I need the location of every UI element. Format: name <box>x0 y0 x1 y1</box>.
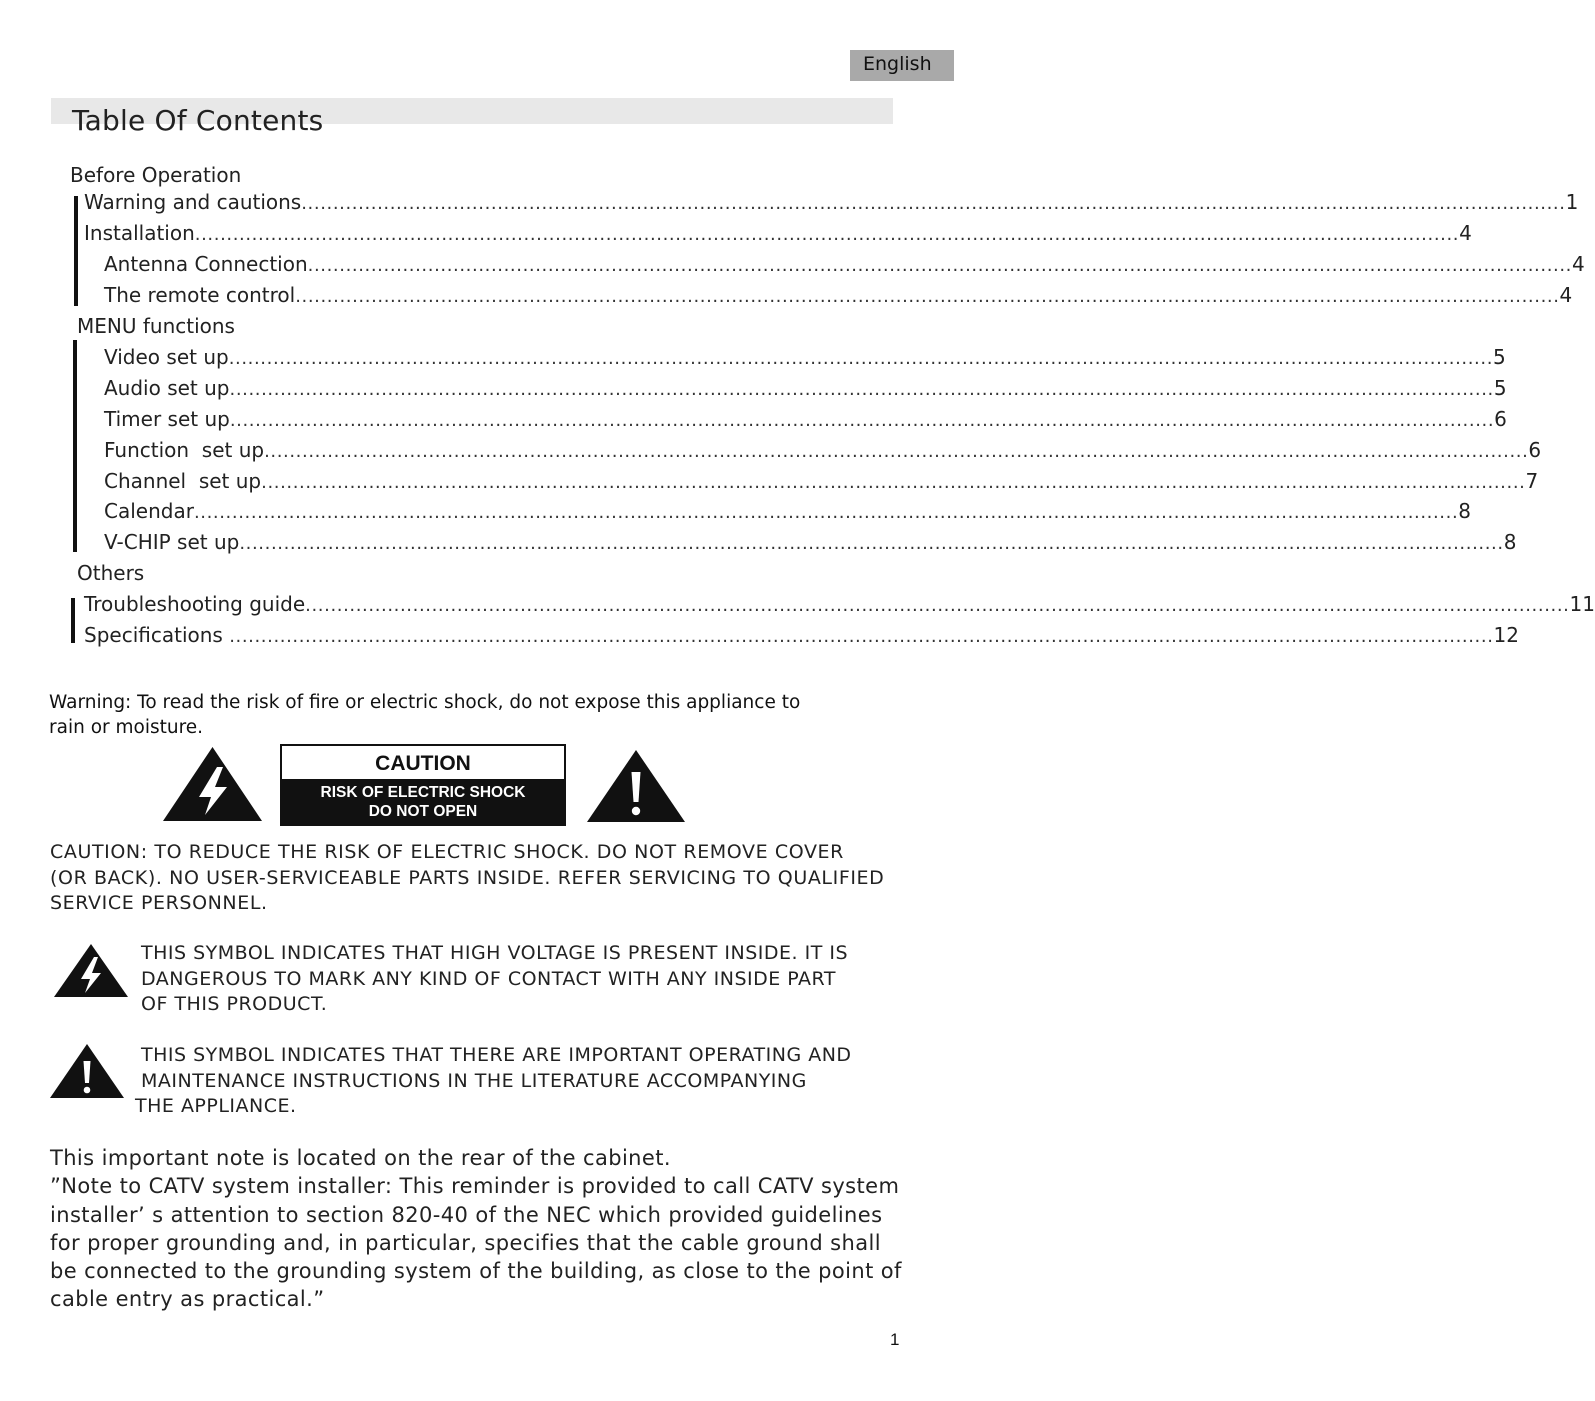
toc-leader-dots: ........................................................................................................................................................................................................ <box>193 502 1459 523</box>
toc-entry-label: Calendar <box>104 499 194 523</box>
toc-leader-dots: ........................................................................................................................................................................................................ <box>264 441 1529 462</box>
toc-entry-label: Timer set up <box>104 407 230 431</box>
toc-leader-dots: ........................................................................................................................................................................................................ <box>229 379 1494 400</box>
caution-label-line: RISK OF ELECTRIC SHOCK <box>320 784 526 801</box>
catv-note-line: installer’ s attention to section 820-40 of the NEC which provided guidelines <box>50 1202 883 1227</box>
toc-entry <box>84 190 1579 214</box>
toc-title: Table Of Contents <box>72 104 324 137</box>
toc-entry-label: Installation <box>84 221 195 245</box>
toc-entry-label: Function set up <box>104 438 265 462</box>
voltage-symbol-line: OF THIS PRODUCT. <box>141 993 328 1015</box>
exclamation-warning-icon <box>585 748 687 824</box>
toc-entry-page: 7 <box>1525 469 1539 493</box>
toc-entry <box>104 469 1539 493</box>
caution-paragraph <box>50 840 900 917</box>
toc-leader-dots: ........................................................................................................................................................................................................ <box>239 533 1504 554</box>
language-tab-label: English <box>863 53 932 75</box>
caution-label-body <box>282 779 564 824</box>
voltage-symbol-line: THIS SYMBOL INDICATES THAT HIGH VOLTAGE IS PRESENT INSIDE. IT IS <box>141 942 849 964</box>
voltage-symbol-line: DANGEROUS TO MARK ANY KIND OF CONTACT WITH ANY INSIDE PART <box>141 967 836 990</box>
toc-section-heading: MENU functions <box>77 314 235 338</box>
toc-entry-page: 1 <box>1565 190 1579 214</box>
toc-entry-page: 5 <box>1493 345 1506 369</box>
toc-entry <box>104 283 1573 307</box>
lightning-symbol-icon <box>53 943 129 998</box>
toc-section-heading: Others <box>77 561 145 585</box>
instructions-symbol-line: THIS SYMBOL INDICATES THAT THERE ARE IMPORTANT OPERATING AND <box>141 1044 852 1066</box>
toc-entry <box>104 530 1517 554</box>
toc-entry <box>104 499 1472 523</box>
toc-entry-page: 6 <box>1528 438 1542 462</box>
toc-entry-label: The remote control <box>104 283 296 307</box>
exclamation-symbol-icon <box>49 1043 125 1099</box>
toc-entry-page: 11 <box>1569 592 1595 616</box>
toc-entry-label: Channel set up <box>104 469 262 493</box>
toc-leader-dots: ........................................................................................................................................................................................................ <box>229 410 1495 431</box>
warning-line: rain or moisture. <box>49 717 204 738</box>
instructions-symbol-line: THE APPLIANCE. <box>135 1095 297 1117</box>
instructions-symbol-line: MAINTENANCE INSTRUCTIONS IN THE LITERATURE ACCOMPANYING <box>141 1069 807 1092</box>
toc-entry-label: V-CHIP set up <box>104 530 240 554</box>
page-number: 1 <box>890 1330 900 1349</box>
toc-entry-label: Troubleshooting guide <box>84 592 306 616</box>
toc-entry <box>84 623 1519 647</box>
catv-note-line: ”Note to CATV system installer: This reminder is provided to call CATV system <box>50 1174 900 1199</box>
toc-entry <box>104 376 1507 400</box>
toc-entry <box>104 345 1506 369</box>
toc-leader-dots: ........................................................................................................................................................................................................ <box>261 472 1526 493</box>
caution-label <box>280 744 566 826</box>
instructions-symbol-text <box>135 1043 905 1120</box>
toc-entry-page: 5 <box>1493 376 1507 400</box>
caution-paragraph-line: CAUTION: TO REDUCE THE RISK OF ELECTRIC SHOCK. DO NOT REMOVE COVER <box>50 841 844 863</box>
toc-entry-page: 4 <box>1559 283 1573 307</box>
toc-section-bar <box>74 196 78 306</box>
caution-label-line: DO NOT OPEN <box>368 803 478 820</box>
toc-entry-label: Warning and cautions <box>84 190 302 214</box>
toc-entry <box>84 592 1595 616</box>
toc-entry-label: Antenna Connection <box>104 252 308 276</box>
caution-paragraph-line: SERVICE PERSONNEL. <box>50 892 268 914</box>
warning-text <box>49 690 849 740</box>
toc-entry <box>104 407 1507 431</box>
toc-leader-dots: ........................................................................................................................................................................................................ <box>229 626 1494 647</box>
catv-note-line: cable entry as practical.” <box>50 1287 325 1312</box>
toc-leader-dots: ........................................................................................................................................................................................................ <box>228 348 1494 369</box>
caution-label-title: CAUTION <box>375 752 471 775</box>
catv-note-line: This important note is located on the rear of the cabinet. <box>50 1146 671 1170</box>
toc-leader-dots: ........................................................................................................................................................................................................ <box>295 286 1560 307</box>
toc-entry-page: 6 <box>1494 407 1507 431</box>
catv-note-line: be connected to the grounding system of the building, as close to the point of <box>50 1259 902 1284</box>
toc-section-bar <box>73 340 77 552</box>
toc-entry-page: 4 <box>1459 221 1472 245</box>
toc-entry-label: Audio set up <box>104 376 230 400</box>
toc-entry-label: Video set up <box>104 345 229 369</box>
toc-entry-label: Specifications <box>84 623 230 647</box>
toc-leader-dots: ........................................................................................................................................................................................................ <box>194 224 1460 245</box>
caution-paragraph-line: (OR BACK). NO USER-SERVICEABLE PARTS INSIDE. REFER SERVICING TO QUALIFIED <box>50 866 885 889</box>
warning-line: Warning: To read the risk of fire or electric shock, do not expose this appliance to <box>49 692 801 713</box>
catv-note-line: for proper grounding and, in particular, specifies that the cable ground shall <box>50 1230 881 1255</box>
toc-entry-page: 8 <box>1503 530 1517 554</box>
toc-entry <box>84 221 1472 245</box>
toc-leader-dots: ........................................................................................................................................................................................................ <box>305 595 1570 616</box>
toc-leader-dots: ........................................................................................................................................................................................................ <box>307 255 1572 276</box>
toc-section-bar <box>71 598 75 643</box>
lightning-warning-icon <box>161 745 264 823</box>
toc-entry <box>104 252 1585 276</box>
toc-entry <box>104 438 1542 462</box>
toc-entry-page: 4 <box>1571 252 1585 276</box>
toc-entry-page: 12 <box>1493 623 1519 647</box>
toc-entry-page: 8 <box>1458 499 1472 523</box>
toc-section-heading: Before Operation <box>70 163 242 187</box>
toc-leader-dots: ........................................................................................................................................................................................................ <box>301 193 1566 214</box>
catv-note <box>50 1144 930 1314</box>
voltage-symbol-text <box>141 941 901 1018</box>
language-tab <box>850 50 954 81</box>
